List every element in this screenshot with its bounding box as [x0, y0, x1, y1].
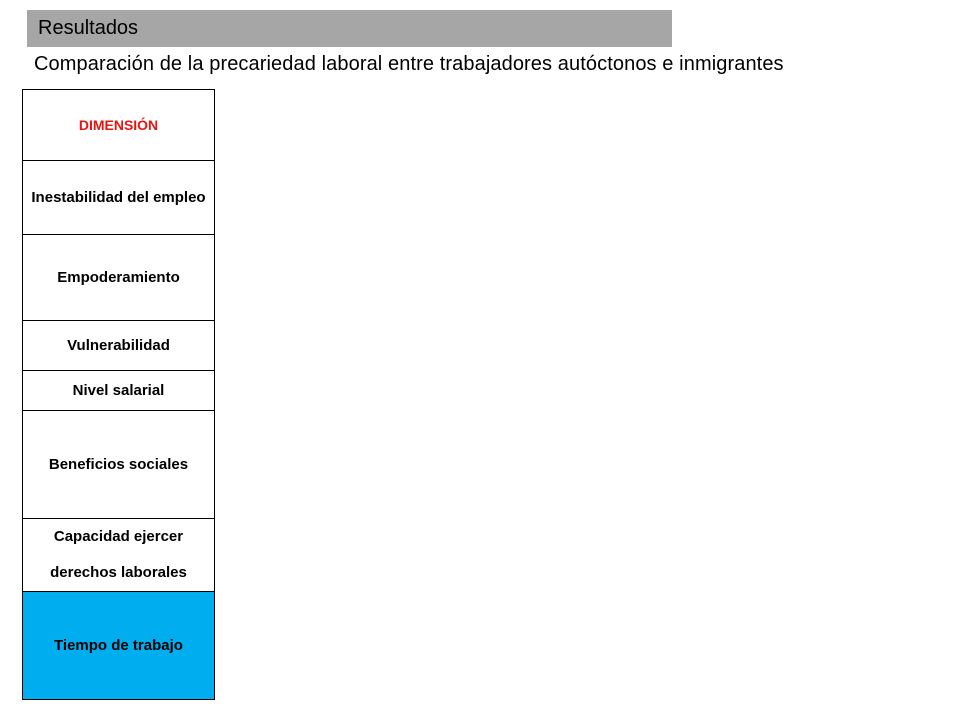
table-row — [23, 235, 215, 321]
slide-subtitle: Comparación de la precariedad laboral entre trabajadores autóctonos e inmigrantes — [34, 53, 784, 75]
table-row — [23, 592, 215, 700]
dimension-vulnerability: Vulnerabilidad — [23, 321, 215, 371]
table-row — [23, 321, 215, 371]
section-title: Resultados — [38, 17, 139, 39]
table-row — [23, 519, 215, 592]
dimension-instability: Inestabilidad del empleo — [23, 161, 215, 235]
table-row — [23, 161, 215, 235]
dimension-social-benefits: Beneficios sociales — [23, 411, 215, 519]
dimension-table — [22, 89, 215, 700]
dimension-empowerment: Empoderamiento — [23, 235, 215, 321]
table-row — [23, 371, 215, 411]
table-row — [23, 411, 215, 519]
section-header-bar — [27, 10, 672, 47]
table-header-row — [23, 90, 215, 161]
dimension-salary-level: Nivel salarial — [23, 371, 215, 411]
dimension-column-header: DIMENSIÓN — [23, 90, 215, 161]
dimension-labor-rights: Capacidad ejercer derechos laborales — [23, 519, 215, 592]
dimension-working-time: Tiempo de trabajo — [23, 592, 215, 700]
